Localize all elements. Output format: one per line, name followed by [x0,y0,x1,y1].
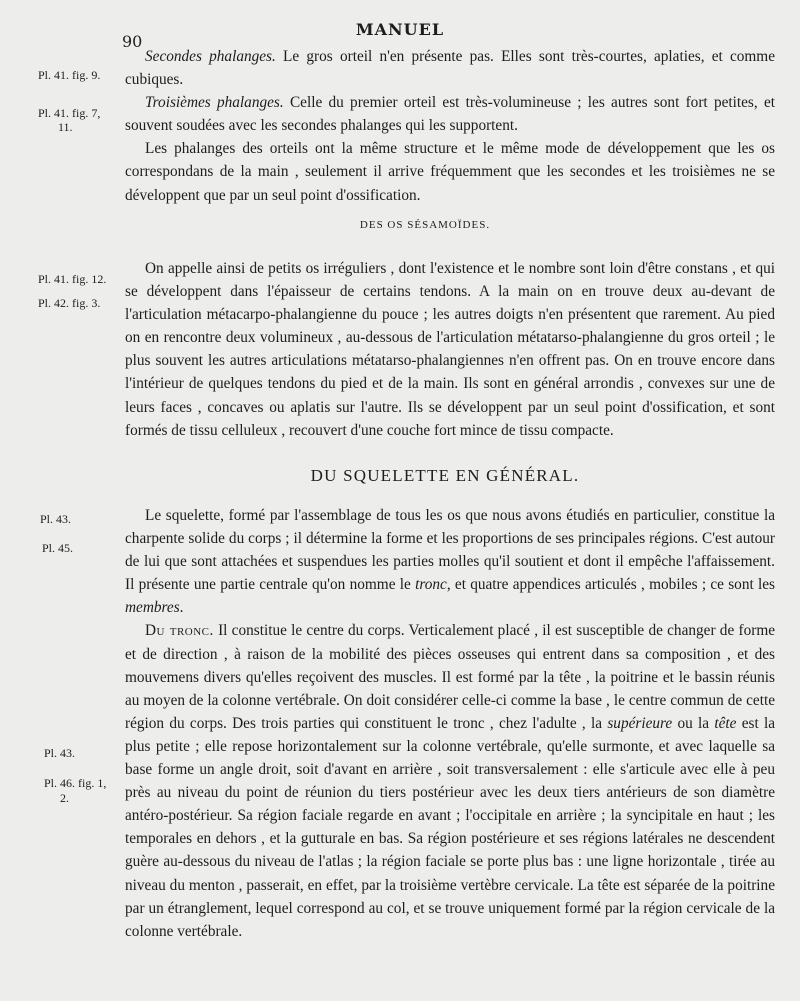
margin-note: Pl. 41. fig. 12. [38,272,107,286]
paragraph: On appelle ainsi de petits os irréguliers , dont l'existence et le nombre sont loin d'être constans , et qui se développent dans l'épaisseur de certains tendons. A la main on en trouve deux au-devant de l'articulation métacarpo-phalangienne du pouce ; les autres doigts n'en présentent que rarement. Au pied on en rencontre deux volumineux , au-dessous de l'articulation métatarso-phalangienne du gros orteil ; le plus souvent les autres articulations métatarso-phalangiennes n'en offrent pas. On en trouve encore dans l'intérieur de quelques tendons du pied et de la main. Ils sont en général arrondis , convexes sur une de leurs faces , concaves ou aplatis sur l'autre. Ils se développent par un seul point d'ossification, et sont formés de tissu celluleux , recouvert d'une couche fort mince de tissu compacte. [125,260,775,439]
squelette-section [125,504,775,943]
sesamoides-section [125,257,775,442]
section-heading: DES OS SÉSAMOÏDES. [359,219,491,231]
page-number: 90 [122,32,143,51]
paragraph: Secondes phalanges. Le gros orteil n'en présente pas. Elles sont très-courtes, aplaties, et comme cubiques. [125,48,775,89]
running-head: MANUEL [355,20,445,39]
term: Troisièmes phalanges. [145,94,284,112]
margin-note: Pl. 41. fig. 7, [38,106,101,120]
paragraph: Troisièmes phalanges. Celle du premier orteil est très-volumineuse ; les autres sont fort petites, et souvent soudées avec les secondes phalanges qui les supportent. [125,94,775,135]
margin-note: Pl. 42. fig. 3. [38,296,101,310]
paragraph: Le squelette, formé par l'assemblage de tous les os que nous avons étudiés en particulier, constitue la charpente solide du corps ; il détermine la forme et les proportions de ses principales régions. C'est autour de lui que sont attachées et suspendues les parties molles qu'il soutient et dont il empêche l'affaissement. Il présente une partie centrale qu'on nomme le tronc, et quatre appendices articulés , mobiles ; ce sont les membres. [125,507,775,617]
margin-note: 2. [60,791,69,805]
term: Secondes phalanges. [145,48,276,65]
margin-note: Pl. 43. [40,512,72,526]
margin-note: Pl. 41. fig. 9. [38,68,101,82]
margin-note: Pl. 45. [42,541,74,555]
paragraph: Les phalanges des orteils ont la même structure et le même mode de développement que les os correspondans de la main , seulement il arrive fréquemment que les secondes et les troisièmes ne se développent que par un seul point d'ossification. [125,140,775,204]
margin-note: Pl. 46. fig. 1, [44,776,107,790]
margin-note: Pl. 43. [44,746,76,760]
margin-note: 11. [58,120,73,134]
chapter-heading: DU SQUELETTE EN GÉNÉRAL. [310,466,580,485]
paragraph: Du tronc. Il constitue le centre du corps. Verticalement placé , il est susceptible de changer de forme et de direction , à raison de la mobilité des pièces osseuses qui entrent dans sa composition , et des mouvemens divers qu'elles reçoivent des muscles. Il est formé par la tête , la poitrine et le bassin réunis au moyen de la colonne vertébrale. On doit considérer celle-ci comme la base , le centre commun de cette région du corps. Des trois parties qui constituent le tronc , chez l'adulte , la supérieure ou la tête est la plus petite ; elle repose horizontalement sur la colonne vertébrale, qu'elle surmonte, et avec laquelle sa base forme un angle droit, soit d'avant en arrière , soit transversalement : elle s'articule avec elle à peu près au niveau du point de réunion du tiers postérieur avec les deux tiers antérieurs de son diamètre antéro-postérieur. Sa région faciale regarde en avant ; l'occipitale en arrière ; la syncipitale en haut ; les temporales en dehors , et la gutturale en bas. Sa région postérieure et ses régions latérales ne descendent guère au-dessous du niveau de l'atlas ; la région faciale se porte plus bas : une ligne horizontale , tirée au niveau du menton , passerait, en effet, par la troisième vertèbre cervicale. La tête est séparée de la poitrine par un étranglement, lequel correspond au col, et se trouve uniquement formé par la région cervicale de la colonne vertébrale. [125,622,776,940]
phalanges-section [125,45,775,207]
